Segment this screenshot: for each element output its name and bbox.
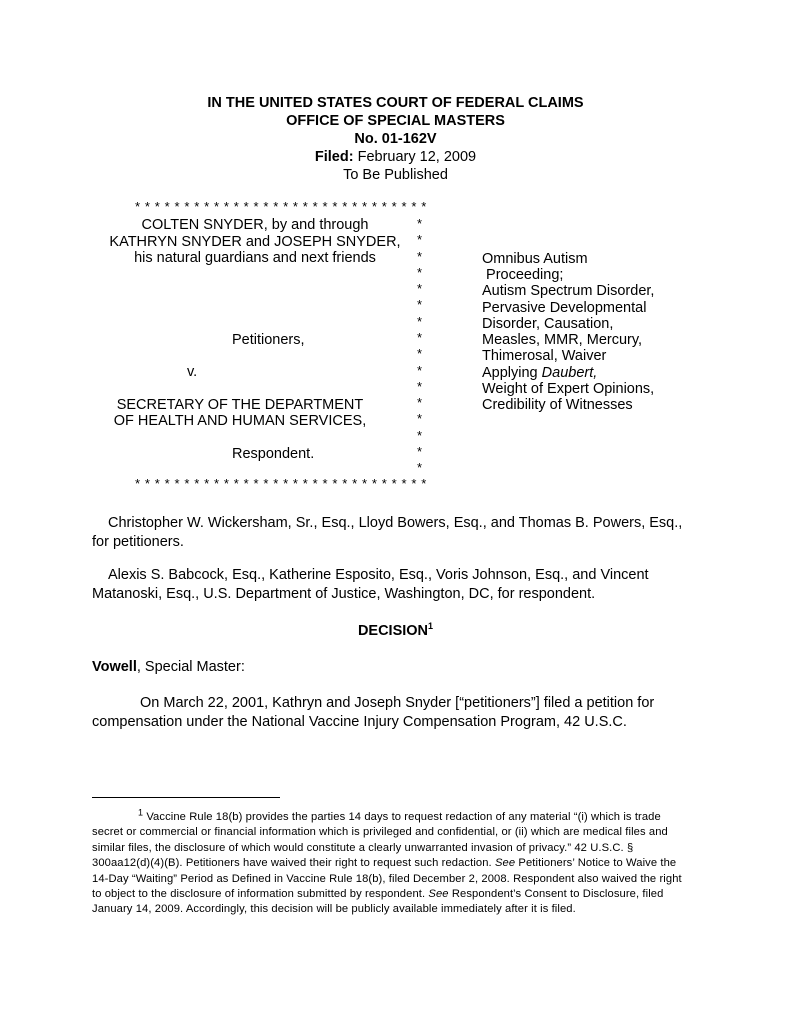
footnote-part: Vaccine Rule 18(b) provides the parties 14 days to request redaction of any material “(i) which is trade secret or commercial or financial information which is privileged and confidential, or (ii) which are medical files and similar files, the disclosure of which would constitute a clearly unwarranted invasion of privacy.” 42 U.S.C. § 300aa12(d)(4)(B). Petitioners have waived their right to request such redaction.	[92, 811, 668, 870]
keyword-line: Weight of Expert Opinions,	[482, 381, 655, 397]
keyword-line: Disorder, Causation,	[482, 316, 614, 332]
author-line	[92, 659, 245, 675]
caption-star: *	[417, 395, 423, 410]
petitioner-line-2: KATHRYN SNYDER and JOSEPH SNYDER,	[109, 234, 401, 250]
footnote-part: Petitioners’ Notice to Waive the 14-Day “Waiting” Period as Defined in Vaccine Rule 18(b), filed December 2, 2008. Respondent also waived the right to object to the disclosure of information submitted by respondent.	[92, 857, 682, 901]
petitioners-label: Petitioners,	[232, 332, 305, 348]
publish-status: To Be Published	[343, 167, 448, 183]
footnote-see: See	[494, 857, 516, 870]
author-name: Vowell	[92, 659, 137, 675]
keyword-text: Applying	[482, 365, 542, 381]
caption-star: *	[417, 460, 423, 475]
caption-star: *	[417, 330, 423, 345]
petitioner-line-3: his natural guardians and next friends	[134, 250, 376, 266]
keyword-line: Pervasive Developmental	[482, 300, 647, 316]
caption-star: *	[417, 314, 423, 329]
caption-star: *	[417, 444, 423, 459]
court-title: IN THE UNITED STATES COURT OF FEDERAL CLAIMS	[207, 95, 584, 111]
keyword-line: Measles, MMR, Mercury,	[482, 332, 643, 348]
decision-heading	[0, 622, 791, 640]
footnote-see: See	[428, 888, 449, 901]
footnote-divider	[92, 797, 280, 798]
caption-star: *	[417, 249, 423, 264]
counsel-petitioners: Christopher W. Wickersham, Sr., Esq., Lloyd Bowers, Esq., and Thomas B. Powers, Esq., for petitioners.	[92, 515, 683, 550]
footnote-part: Respondent’s Consent to Disclosure, filed January 14, 2009. Accordingly, this decision will be publicly available immediately after it is filed.	[92, 888, 664, 916]
keyword-line: Thimerosal, Waiver	[482, 348, 607, 364]
caption-star: *	[417, 363, 423, 378]
caption-star: *	[417, 379, 423, 394]
caption-star: *	[417, 346, 423, 361]
caption-star: *	[417, 428, 423, 443]
author-title: , Special Master:	[136, 659, 245, 675]
filed-line	[0, 148, 791, 166]
case-number: No. 01-162V	[354, 131, 437, 147]
petitioner-line-1: COLTEN SNYDER, by and through	[141, 217, 369, 233]
respondent-line-2: OF HEALTH AND HUMAN SERVICES,	[113, 413, 367, 429]
caption-star-row-top: * * * * * * * * * * * * * * * * * * * * * * * * * * * * * *	[135, 199, 427, 214]
respondent-line-1: SECRETARY OF THE DEPARTMENT	[116, 397, 364, 413]
caption-star: *	[417, 297, 423, 312]
filed-label: Filed:	[314, 149, 354, 165]
versus: v.	[187, 364, 198, 380]
opening-paragraph: On March 22, 2001, Kathryn and Joseph Snyder [“petitioners”] filed a petition for compensation under the National Vaccine Injury Compensation Program, 42 U.S.C.	[92, 695, 655, 730]
counsel-respondent: Alexis S. Babcock, Esq., Katherine Esposito, Esq., Voris Johnson, Esq., and Vincent Matanoski, Esq., U.S. Department of Justice, Washington, DC, for respondent.	[92, 567, 649, 602]
filed-date: February 12, 2009	[353, 149, 477, 165]
keyword-italic: Daubert,	[541, 365, 598, 381]
footnote-text	[92, 807, 692, 918]
keyword-line: Credibility of Witnesses	[482, 397, 633, 413]
keyword-line: Omnibus Autism	[482, 251, 588, 267]
footnote-mark: 1	[138, 807, 144, 818]
decision-title: DECISION	[357, 623, 429, 639]
caption-star: *	[417, 281, 423, 296]
footnote-reference: 1	[428, 621, 434, 632]
office-title: OFFICE OF SPECIAL MASTERS	[286, 113, 505, 129]
keyword-line: Autism Spectrum Disorder,	[482, 283, 655, 299]
caption-star: *	[417, 232, 423, 247]
caption-star: *	[417, 411, 423, 426]
keyword-line: Proceeding;	[482, 267, 564, 283]
caption-star: *	[417, 216, 423, 231]
caption-star-row-bottom: * * * * * * * * * * * * * * * * * * * * * * * * * * * * * *	[135, 476, 427, 491]
keyword-line	[482, 365, 597, 381]
caption-star: *	[417, 265, 423, 280]
respondent-label: Respondent.	[232, 446, 315, 462]
